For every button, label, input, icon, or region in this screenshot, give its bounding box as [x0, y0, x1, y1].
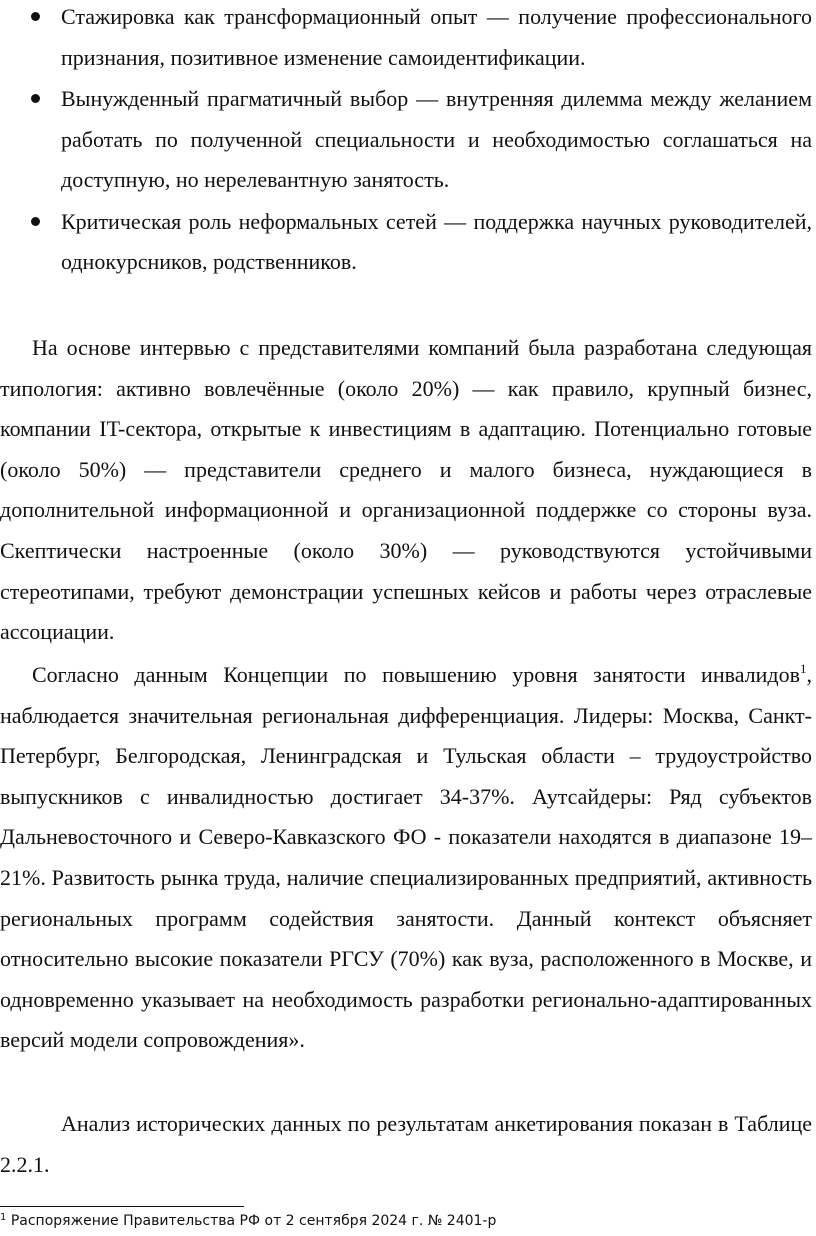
list-item-text: Критическая роль неформальных сетей — поддержка научных руководителей, однокурсников, родственников. — [61, 208, 812, 274]
bullet-icon — [31, 12, 40, 21]
list-item — [0, 0, 816, 78]
list-item — [0, 79, 816, 201]
footnote-text: Распоряжение Правительства РФ от 2 сентября 2024 г. № 2401-р — [6, 1213, 497, 1229]
footnote-reference[interactable]: 1 — [800, 661, 807, 676]
paragraph-text: , наблюдается значительная региональная дифференциация. Лидеры: Москва, Санкт-Петербург, Белгородская, Ленинградская и Тульская области – трудоустройство выпускников с инвалидностью достигает 34-37%. Аутсайдеры: Ряд субъектов Дальневосточного и Северо-Кавказского ФО - показатели находятся в диапазоне 19–21%. Развитость рынка труда, наличие специализированных предприятий, активность региональных программ содействия занятости. Данный контекст объясняет относительно высокие показатели РГСУ (70%) как вуза, расположенного в Москве, и одновременно указывает на необходимость разработки регионально-адаптированных версий модели сопровождения». — [0, 662, 812, 1053]
bullet-list — [0, 0, 816, 284]
paragraph-concept — [0, 655, 812, 1061]
footnote — [0, 1212, 496, 1230]
paragraph-text: Анализ исторических данных по результатам анкетирования показан в Таблице 2.2.1. — [0, 1111, 812, 1177]
bullet-icon — [31, 217, 40, 226]
paragraph-text: Согласно данным Концепции по повышению уровня занятости инвалидов — [32, 662, 800, 687]
footnote-marker: 1 — [0, 1212, 7, 1223]
list-item-text: Вынужденный прагматичный выбор — внутренняя дилемма между желанием работать по полученной специальности и необходимостью соглашаться на доступную, но нерелевантную занятость. — [61, 86, 812, 192]
paragraph-typology — [0, 328, 812, 653]
footnote-separator — [0, 1206, 244, 1207]
paragraph-analysis — [0, 1104, 812, 1185]
list-item — [0, 202, 816, 283]
paragraph-text: На основе интервью с представителями компаний была разработана следующая типология: активно вовлечённые (около 20%) — как правило, крупный бизнес, компании IT-сектора, открытые к инвестициям в адаптацию. Потенциально готовые (около 50%) — представители среднего и малого бизнеса, нуждающиеся в дополнительной информационной и организационной поддержке со стороны вуза. Скептически настроенные (около 30%) — руководствуются устойчивыми стереотипами, требуют демонстрации успешных кейсов и работы через отраслевые ассоциации. — [0, 335, 812, 645]
bullet-icon — [31, 94, 40, 103]
list-item-text: Стажировка как трансформационный опыт — получение профессионального признания, позитивное изменение самоидентификации. — [61, 4, 812, 70]
